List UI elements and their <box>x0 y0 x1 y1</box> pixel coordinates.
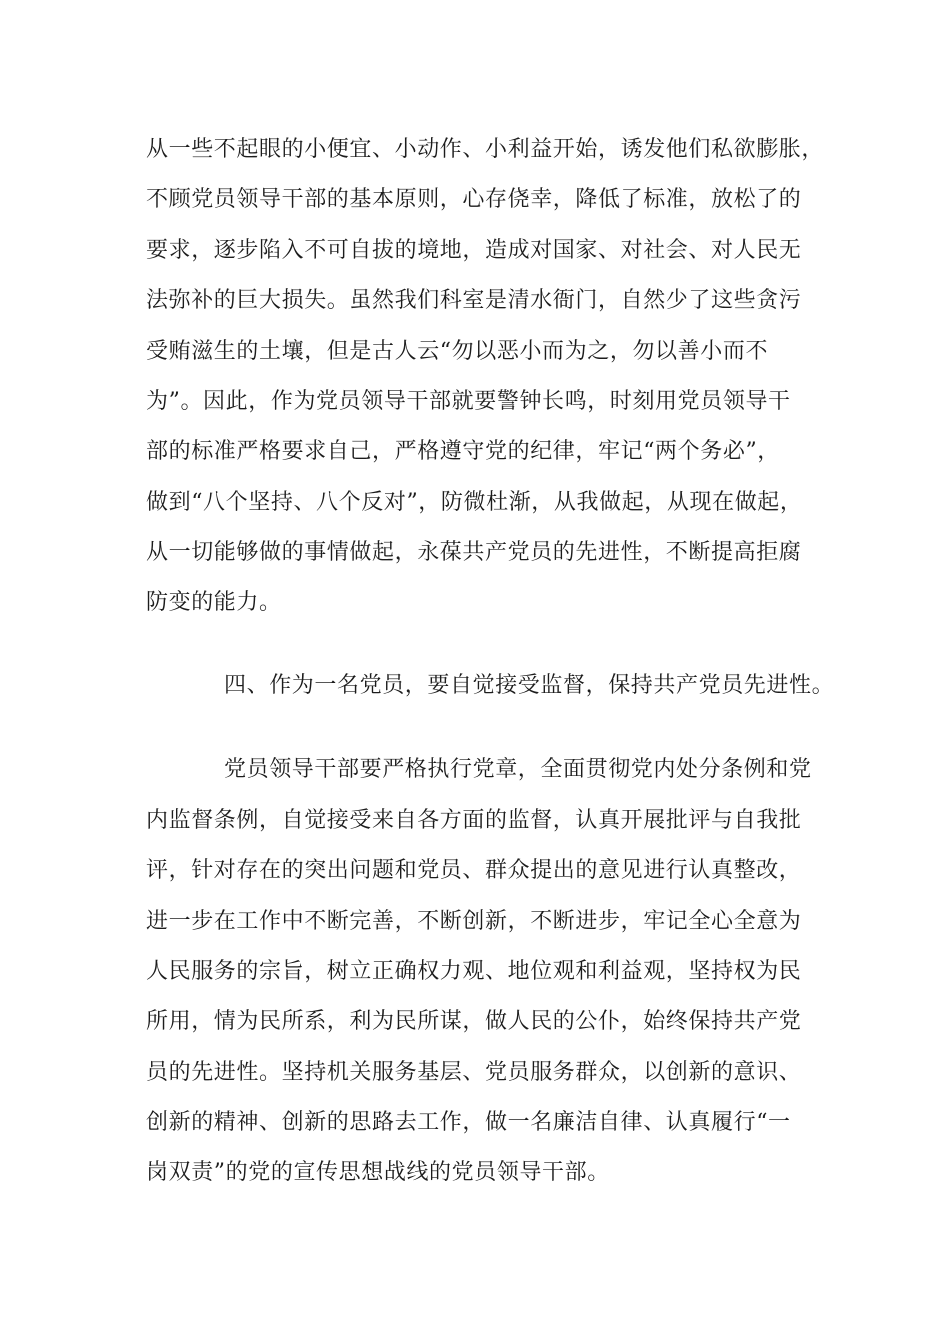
paragraph-line: 岗双责”的党的宣传思想战线的党员领导干部。 <box>146 1160 610 1185</box>
paragraph-line: 从一些不起眼的小便宜、小动作、小利益开始，诱发他们私欲膨胀， <box>146 137 825 162</box>
paragraph-line: 为”。因此，作为党员领导干部就要警钟长鸣，时刻用党员领导干 <box>146 389 791 414</box>
paragraph-line: 要求，逐步陷入不可自拔的境地，造成对国家、对社会、对人民无 <box>146 238 802 263</box>
paragraph-line: 人民服务的宗旨，树立正确权力观、地位观和利益观，坚持权为民 <box>146 959 802 984</box>
section-heading: 四、作为一名党员，要自觉接受监督，保持共产党员先进性。 <box>224 673 835 698</box>
paragraph-line: 进一步在工作中不断完善，不断创新，不断进步，牢记全心全意为 <box>146 909 802 934</box>
paragraph-line: 部的标准严格要求自己，严格遵守党的纪律，牢记“两个务必”， <box>146 439 780 464</box>
paragraph-line: 所用，情为民所系，利为民所谋，做人民的公仆，始终保持共产党 <box>146 1009 802 1034</box>
paragraph-line: 防变的能力。 <box>146 590 282 615</box>
paragraph-line: 员的先进性。坚持机关服务基层、党员服务群众，以创新的意识、 <box>146 1060 802 1085</box>
paragraph-line: 党员领导干部要严格执行党章，全面贯彻党内处分条例和党 <box>224 757 812 782</box>
paragraph-line: 从一切能够做的事情做起，永葆共产党员的先进性，不断提高拒腐 <box>146 540 802 565</box>
paragraph-line: 创新的精神、创新的思路去工作，做一名廉洁自律、认真履行“一 <box>146 1110 791 1135</box>
paragraph-line: 做到“八个坚持、八个反对”，防微杜渐，从我做起，从现在做起， <box>146 490 803 515</box>
paragraph-line: 法弥补的巨大损失。虽然我们科室是清水衙门，自然少了这些贪污 <box>146 288 802 313</box>
paragraph-line: 不顾党员领导干部的基本原则，心存侥幸，降低了标准，放松了的 <box>146 187 802 212</box>
paragraph-line: 受贿滋生的土壤，但是古人云“勿以恶小而为之，勿以善小而不 <box>146 339 769 364</box>
paragraph-line: 评，针对存在的突出问题和党员、群众提出的意见进行认真整改， <box>146 858 802 883</box>
paragraph-line: 内监督条例，自觉接受来自各方面的监督，认真开展批评与自我批 <box>146 808 802 833</box>
